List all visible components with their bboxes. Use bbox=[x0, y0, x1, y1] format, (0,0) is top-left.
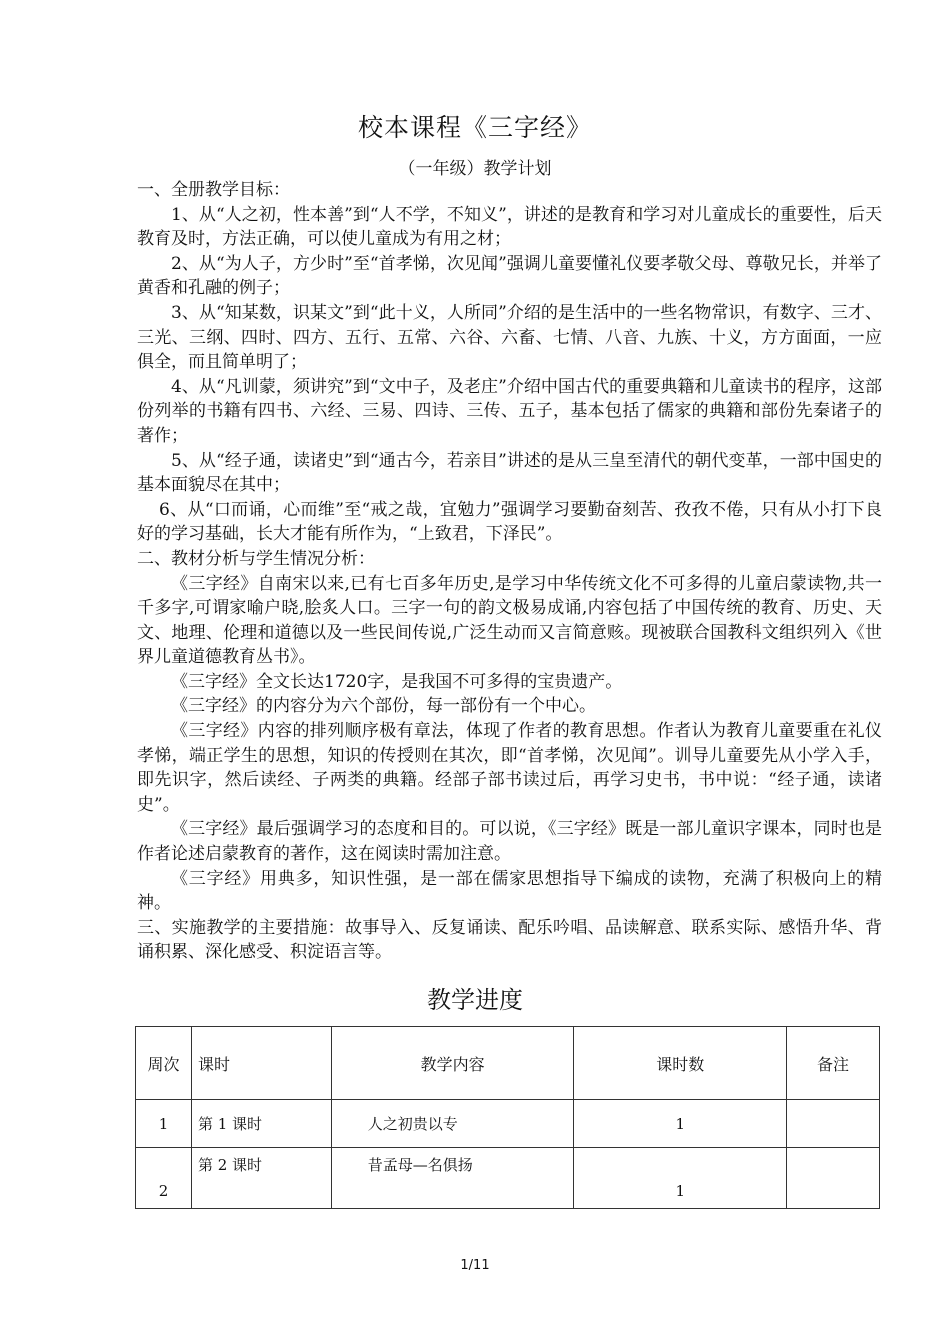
cell-week: 1 bbox=[136, 1100, 192, 1148]
analysis-paragraph: 《三字经》自南宋以来,已有七百多年历史,是学习中华传统文化不可多得的儿童启蒙读物,共一千多字,可谓家喻户晓,脍炙人口。三字一句的韵文极易成诵,内容包括了中国传统的教育、历史、天文、地理、伦理和道德以及一些民间传说,广泛生动而又言简意赅。现被联合国教科文组织列入《世界儿童道德教育丛书》。 bbox=[137, 573, 882, 668]
goal-paragraph: 1、从“人之初，性本善”到“人不学，不知义”，讲述的是教育和学习对儿童成长的重要性，后天教育及时，方法正确，可以使儿童成为有用之材； bbox=[137, 204, 882, 250]
document-subtitle: （一年级）教学计划 bbox=[398, 159, 552, 179]
document-body bbox=[137, 178, 882, 965]
cell-week: 2 bbox=[136, 1148, 192, 1209]
cell-content: 人之初贵以专 bbox=[331, 1100, 574, 1148]
goal-paragraph: 5、从“经子通，读诸史”到“通古今，若亲目”讲述的是从三皇至清代的朝代变革，一部中国史的基本面貌尽在其中； bbox=[137, 450, 882, 496]
header-week: 周次 bbox=[136, 1027, 192, 1100]
cell-count: 1 bbox=[574, 1100, 787, 1148]
schedule-table bbox=[135, 1026, 880, 1209]
goal-paragraph: 3、从“知某数，识某文”到“此十义，人所同”介绍的是生活中的一些名物常识，有数字、三才、三光、三纲、四时、四方、五行、五常、六谷、六畜、七情、八音、九族、十义，方方面面，一应俱全，而且简单明了； bbox=[137, 302, 882, 373]
page-number: 1/11 bbox=[460, 1258, 490, 1273]
analysis-paragraph: 《三字经》的内容分为六个部份，每一部份有一个中心。 bbox=[171, 696, 596, 717]
cell-count: 1 bbox=[574, 1148, 787, 1209]
cell-content: 昔孟母—名俱扬 bbox=[331, 1148, 574, 1209]
goal-paragraph: 2、从“为人子，方少时”至“首孝悌，次见闻”强调儿童要懂礼仪要孝敬父母、尊敬兄长，并举了黄香和孔融的例子； bbox=[137, 253, 882, 299]
table-row bbox=[136, 1148, 880, 1209]
cell-lesson: 第 2 课时 bbox=[191, 1148, 331, 1209]
header-content: 教学内容 bbox=[331, 1027, 574, 1100]
table-row bbox=[136, 1100, 880, 1148]
cell-lesson: 第 1 课时 bbox=[191, 1100, 331, 1148]
goal-paragraph: 4、从“凡训蒙，须讲究”到“文中子，及老庄”介绍中国古代的重要典籍和儿童读书的程序，这部份列举的书籍有四书、六经、三易、四诗、三传、五子，基本包括了儒家的典籍和部份先秦诸子的著作； bbox=[137, 376, 882, 446]
section-heading: 一、全册教学目标： bbox=[137, 180, 290, 200]
section-heading: 三、实施教学的主要措施：故事导入、反复诵读、配乐吟唱、品读解意、联系实际、感悟升华、背诵积累、深化感受、积淀语言等。 bbox=[137, 917, 882, 963]
cell-note bbox=[787, 1148, 880, 1209]
cell-note bbox=[787, 1100, 880, 1148]
header-note: 备注 bbox=[787, 1027, 880, 1100]
analysis-paragraph: 《三字经》用典多，知识性强，是一部在儒家思想指导下编成的读物，充满了积极向上的精神。 bbox=[137, 868, 882, 914]
header-count: 课时数 bbox=[574, 1027, 787, 1100]
section-heading: 二、教材分析与学生情况分析： bbox=[137, 548, 375, 569]
document-title: 校本课程《三字经》 bbox=[357, 113, 592, 142]
analysis-paragraph: 《三字经》最后强调学习的态度和目的。可以说，《三字经》既是一部儿童识字课本，同时也是作者论述启蒙教育的著作，这在阅读时需加注意。 bbox=[137, 819, 882, 865]
analysis-paragraph: 《三字经》内容的排列顺序极有章法，体现了作者的教育思想。作者认为教育儿童要重在礼仪孝悌，端正学生的思想，知识的传授则在其次，即“首孝悌，次见闻”。训导儿童要先从小学入手，即先识字，然后读经、子两类的典籍。经部子部书读过后，再学习史书，书中说：“经子通，读诸史”。 bbox=[137, 721, 882, 815]
table-header-row bbox=[136, 1027, 880, 1100]
header-lesson: 课时 bbox=[191, 1027, 331, 1100]
schedule-title: 教学进度 bbox=[427, 986, 523, 1014]
goal-paragraph: 6、从“口而诵，心而维”至“戒之哉，宜勉力”强调学习要勤奋刻苦、孜孜不倦，只有从小打下良好的学习基础，长大才能有所作为，“上致君，下泽民”。 bbox=[137, 499, 882, 545]
analysis-paragraph: 《三字经》全文长达1720字，是我国不可多得的宝贵遗产。 bbox=[171, 671, 623, 692]
